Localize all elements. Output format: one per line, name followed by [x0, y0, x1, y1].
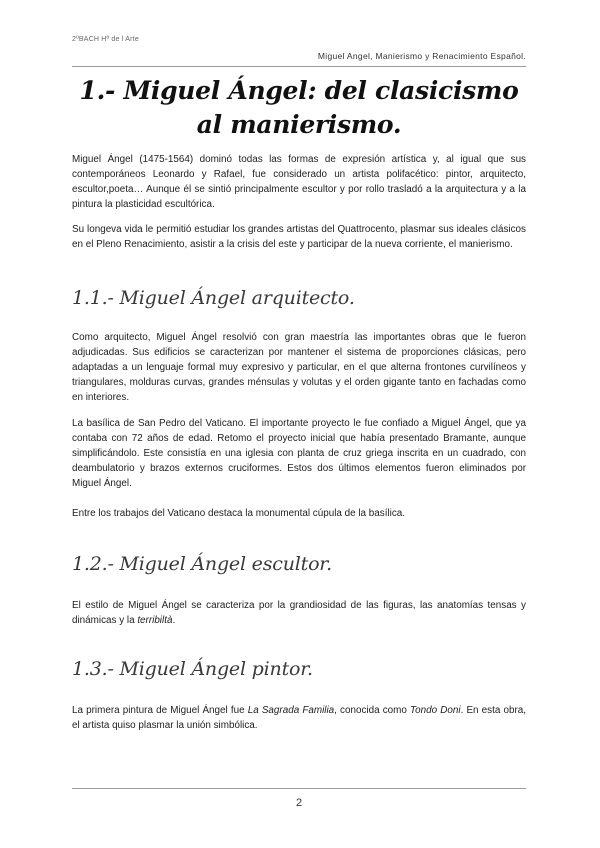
painter-text-3: . En esta obra, el artista quiso plasmar la unión simbólica. [72, 705, 526, 731]
sculptor-paragraph-1 [72, 598, 526, 628]
painter-text-1: La primera pintura de Miguel Ángel fue [72, 705, 248, 716]
painter-text-2: , conocida como [334, 705, 411, 716]
header-subject: Miguel Angel, Manierismo y Renacimiento Español. [317, 51, 526, 61]
heading-architect: 1.1.- Miguel Ángel arquitecto. [72, 287, 355, 309]
heading-sculptor: 1.2.- Miguel Ángel escultor. [72, 553, 332, 575]
sculptor-text-2: . [172, 615, 176, 626]
footer-divider [72, 788, 526, 789]
architect-paragraph-2: La basílica de San Pedro del Vaticano. El importante proyecto le fue confiado a Miguel Ángel, que ya contaba con 72 años de edad. Retomo el proyecto inicial que había presentado Bramante, aunque simplificándolo. Este consistía en una iglesia con planta de cruz griega inscrita en un cuadrado, con deambulatorio y brazos externos cruciformes. Estos dos últimos elementos fueron eliminados por Miguel Ángel. [72, 418, 526, 489]
page-number: 2 [295, 797, 303, 809]
header-divider [72, 66, 526, 67]
page-title: 1.- Miguel Ángel: del clasicismo al manierismo. [79, 76, 519, 139]
terribilta-term: terribiltà [137, 615, 173, 626]
architect-paragraph-1: Como arquitecto, Miguel Ángel resolvió con gran maestría las importantes obras que le fueron adjudicadas. Sus edificios se caracterizan por mantener el sistema de proporciones clásicas, pero adaptadas a un lenguaje formal muy expresivo y particular, en el que alterna frontones curvilíneos y triangulares, molduras curvas, grandes ménsulas y volutas y el orden gigante tanto en fachadas como en interiores. [72, 332, 526, 403]
sagrada-familia-title: La Sagrada Familia [247, 705, 335, 716]
header-course: 2ºBACH Hª de l Arte [72, 36, 139, 43]
intro-paragraph-1: Miguel Ángel (1475-1564) dominó todas las formas de expresión artística y, al igual que sus contemporáneos Leonardo y Rafael, fue considerado un artista polifacético: pintor, arquitecto, escultor,poeta… Aunque él se sintió principalmente escultor y por rollo trasladó a la arquitectura y a la pintura la plasticidad escultórica. [72, 154, 526, 210]
architect-paragraph-3: Entre los trabajos del Vaticano destaca la monumental cúpula de la basílica. [72, 508, 406, 519]
sculptor-text-1: El estilo de Miguel Ángel se caracteriza por la grandiosidad de las figuras, las anatomías tensas y dinámicas y la [72, 600, 526, 626]
tondo-doni-title: Tondo Doni [410, 705, 461, 716]
intro-paragraph-2: Su longeva vida le permitió estudiar los grandes artistas del Quattrocento, plasmar sus ideales clásicos en el Pleno Renacimiento, asistir a la crisis del este y participar de la nueva corriente, el manierismo. [72, 224, 526, 250]
painter-paragraph-1 [72, 703, 526, 733]
heading-painter: 1.3.- Miguel Ángel pintor. [72, 658, 313, 680]
